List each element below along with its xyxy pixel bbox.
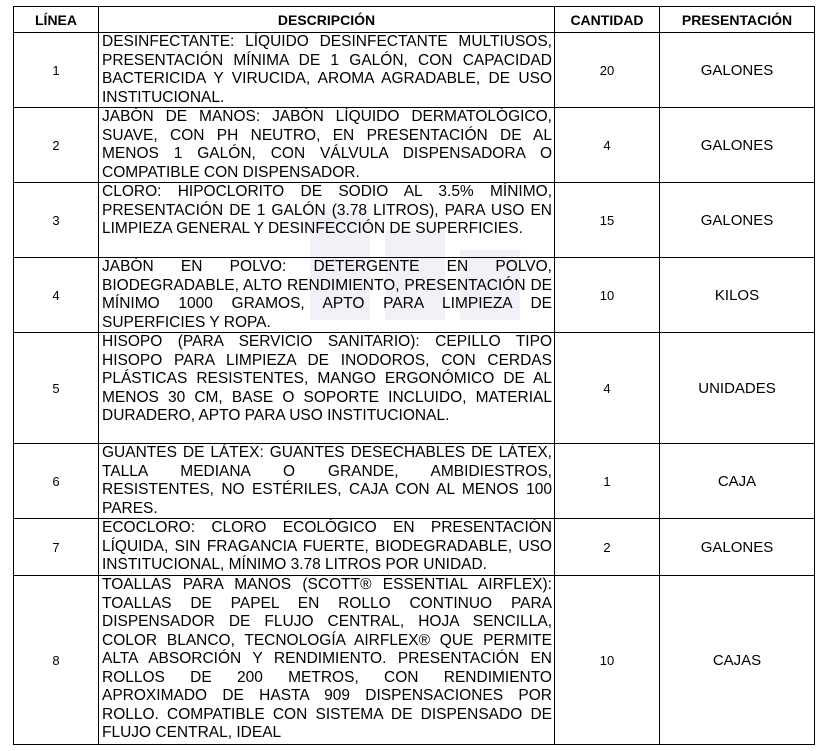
table-header-row — [14, 7, 815, 33]
product-spec-table — [13, 6, 815, 745]
table-row — [14, 183, 815, 258]
cell-linea: 8 — [14, 576, 99, 745]
cell-presentacion: GALONES — [660, 108, 815, 183]
cell-cantidad: 15 — [555, 183, 660, 258]
cell-descripcion: CLORO: HIPOCLORITO DE SODIO AL 3.5% MÍNIMO, PRESENTACIÓN DE 1 GALÓN (3.78 LITROS), PARA USO EN LIMPIEZA GENERAL Y DESINFECCIÓN DE SUPERFICIES. — [99, 183, 555, 258]
table-row — [14, 333, 815, 444]
header-cantidad: CANTIDAD — [555, 7, 660, 33]
cell-presentacion: KILOS — [660, 258, 815, 333]
cell-cantidad: 4 — [555, 108, 660, 183]
header-presentacion: PRESENTACIÓN — [660, 7, 815, 33]
cell-descripcion: HISOPO (PARA SERVICIO SANITARIO): CEPILLO TIPO HISOPO PARA LIMPIEZA DE INODOROS, CON CERDAS PLÁSTICAS RESISTENTES, MANGO ERGONÓMICO DE AL MENOS 30 CM, BASE O SOPORTE INCLUIDO, MATERIAL DURADERO, APTO PARA USO INSTITUCIONAL. — [99, 333, 555, 444]
cell-linea: 3 — [14, 183, 99, 258]
cell-descripcion: JABÓN DE MANOS: JABÓN LÍQUIDO DERMATOLÓGICO, SUAVE, CON PH NEUTRO, EN PRESENTACIÓN DE AL MENOS 1 GALÓN, CON VÁLVULA DISPENSADORA O COMPATIBLE CON DISPENSADOR. — [99, 108, 555, 183]
cell-descripcion-text: TOALLAS PARA MANOS (SCOTT® ESSENTIAL AIRFLEX): TOALLAS DE PAPEL EN ROLLO CONTINUO PARA DISPENSADOR DE FLUJO CENTRAL, HOJA SENCILLA, COLOR BLANCO, TECNOLOGÍA AIRFLEX® QUE PERMITE ALTA ABSORCIÓN Y RENDIMIENTO. PRESENTACIÓN EN ROLLOS DE 200 METROS, CON RENDIMIENTO APROXIMADO DE HASTA 909 DISPENSACIONES POR ROLLO. COMPATIBLE CON SISTEMA DE DISPENSADO DE FLUJO CENTRAL, IDEAL — [102, 576, 552, 741]
cell-linea: 5 — [14, 333, 99, 444]
cell-descripcion: GUANTES DE LÁTEX: GUANTES DESECHABLES DE LÁTEX, TALLA MEDIANA O GRANDE, AMBIDIESTROS, RESISTENTES, NO ESTÉRILES, CAJA CON AL MENOS 100 PARES. — [99, 444, 555, 519]
table-row — [14, 519, 815, 576]
cell-descripcion: DESINFECTANTE: LÍQUIDO DESINFECTANTE MULTIUSOS, PRESENTACIÓN MÍNIMA DE 1 GALÓN, CON CAPACIDAD BACTERICIDA Y VIRUCIDA, AROMA AGRADABLE, DE USO INSTITUCIONAL. — [99, 33, 555, 108]
cell-cantidad: 1 — [555, 444, 660, 519]
table-row — [14, 576, 815, 745]
table-row — [14, 108, 815, 183]
cell-descripcion: ECOCLORO: CLORO ECOLÓGICO EN PRESENTACIÓN LÍQUIDA, SIN FRAGANCIA FUERTE, BIODEGRADABLE, USO INSTITUCIONAL, MÍNIMO 3.78 LITROS POR UNIDAD. — [99, 519, 555, 576]
table-row — [14, 444, 815, 519]
cell-linea: 4 — [14, 258, 99, 333]
cell-linea: 1 — [14, 33, 99, 108]
header-descripcion: DESCRIPCIÓN — [99, 7, 555, 33]
cell-presentacion: CAJAS — [660, 576, 815, 745]
cell-cantidad: 10 — [555, 576, 660, 745]
cell-linea: 2 — [14, 108, 99, 183]
table-row — [14, 33, 815, 108]
cell-cantidad: 4 — [555, 333, 660, 444]
cell-presentacion: GALONES — [660, 519, 815, 576]
cell-cantidad: 20 — [555, 33, 660, 108]
table-row — [14, 258, 815, 333]
header-linea: LÍNEA — [14, 7, 99, 33]
cell-cantidad: 2 — [555, 519, 660, 576]
cell-presentacion: GALONES — [660, 33, 815, 108]
cell-cantidad: 10 — [555, 258, 660, 333]
cell-descripcion: JABÓN EN POLVO: DETERGENTE EN POLVO, BIODEGRADABLE, ALTO RENDIMIENTO, PRESENTACIÓN DE MÍNIMO 1000 GRAMOS, APTO PARA LIMPIEZA DE SUPERFICIES Y ROPA. — [99, 258, 555, 333]
cell-presentacion: UNIDADES — [660, 333, 815, 444]
cell-presentacion: GALONES — [660, 183, 815, 258]
cell-linea: 6 — [14, 444, 99, 519]
cell-presentacion: CAJA — [660, 444, 815, 519]
cell-descripcion — [99, 576, 555, 745]
cell-linea: 7 — [14, 519, 99, 576]
